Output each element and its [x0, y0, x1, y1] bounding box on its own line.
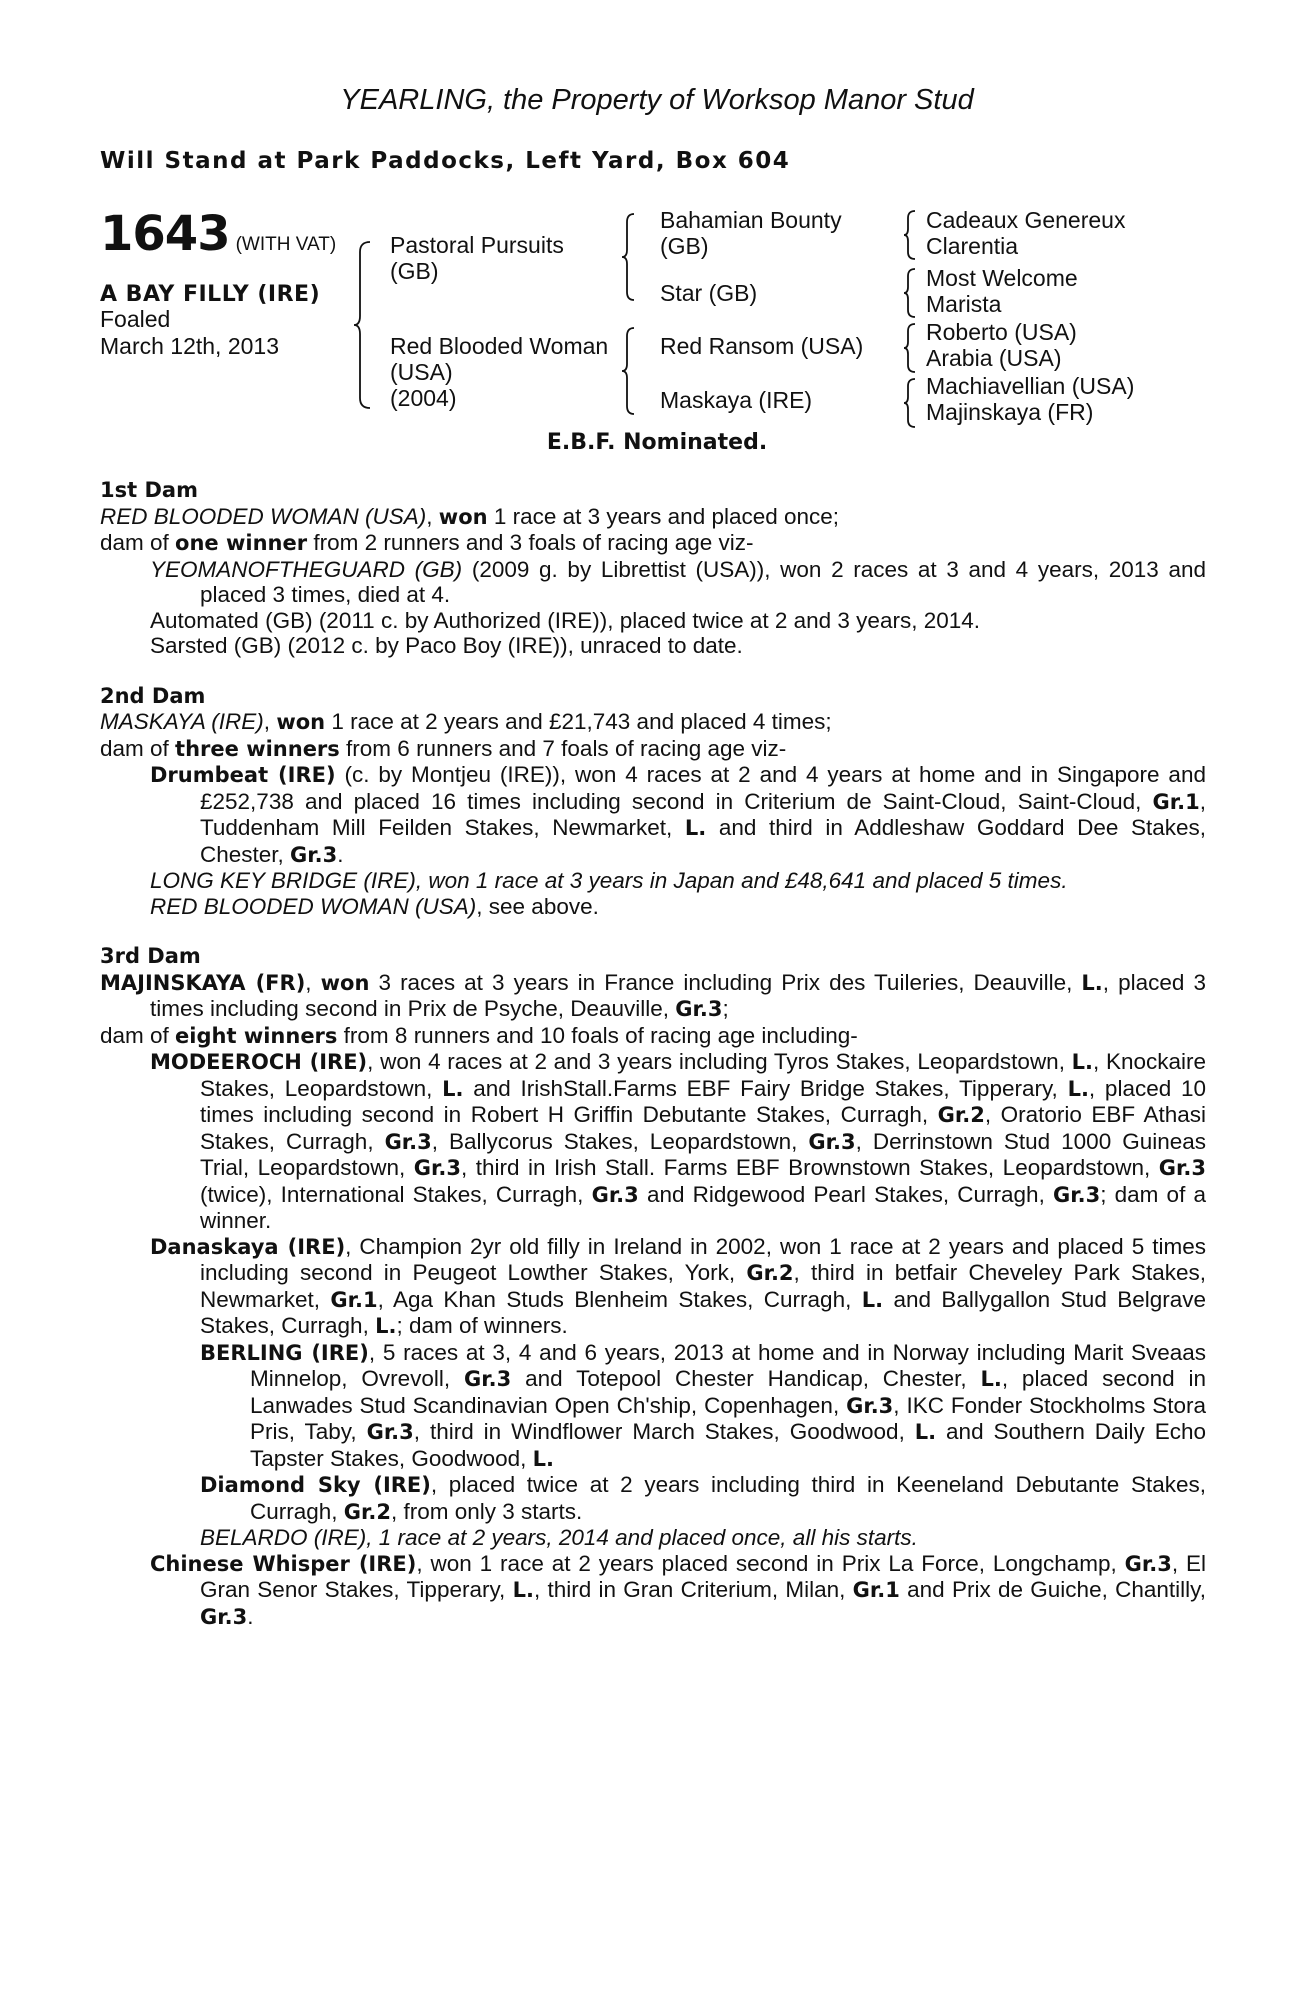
stand-location: Will Stand at Park Paddocks, Left Yard, Box 604: [100, 148, 791, 174]
grade-label: L.: [375, 1314, 397, 1338]
dam-of-label: dam of: [100, 735, 176, 761]
summary-text: ;: [722, 996, 729, 1021]
winner-count: eight winners: [175, 1023, 338, 1048]
lot-description: A BAY FILLY (IRE): [100, 282, 321, 307]
grade-label: L.: [684, 816, 707, 840]
entry-text: , Oratorio EBF Athasi Stakes, Curragh,: [200, 1102, 1206, 1154]
grade-label: Gr.3: [290, 842, 338, 867]
grade-label: Gr.1: [852, 1578, 900, 1602]
produce-entry: Sarsted (GB) (2012 c. by Paco Boy (IRE)), unraced to date.: [150, 633, 743, 658]
pedigree-ds: Red Ransom (USA): [660, 333, 864, 359]
horse-name: YEOMANOFTHEGUARD (GB): [150, 556, 463, 582]
winner-count: one winner: [175, 531, 308, 555]
sire-country: (GB): [390, 258, 439, 284]
entry-text: , placed twice at 2 years including third in Keeneland Debutante Stakes, Curragh,: [250, 1472, 1206, 1524]
foaled-date: March 12th, 2013: [100, 333, 280, 359]
pedigree-ssd: Clarentia: [926, 233, 1019, 259]
produce-entry: [100, 1049, 1206, 1234]
third-dam-name: MAJINSKAYA (FR): [100, 970, 306, 995]
entry-text: (twice), International Stakes, Curragh,: [200, 1181, 592, 1207]
pedigree-dds: Machiavellian (USA): [926, 373, 1135, 399]
entry-text: and Ballygallon Stud Belgrave Stakes, Curragh,: [200, 1286, 1207, 1338]
pedigree-ss: [660, 207, 842, 259]
grade-label: Gr.1: [330, 1287, 378, 1312]
grade-label: Gr.3: [1053, 1182, 1101, 1207]
produce-entry: [100, 1472, 1206, 1525]
entry-text: , third in Windflower March Stakes, Goodwood,: [413, 1419, 915, 1444]
produce-entry: [100, 557, 1206, 608]
horse-name: Chinese Whisper (IRE): [150, 1551, 417, 1576]
pedigree-sds: Most Welcome: [926, 265, 1078, 291]
grade-label: Gr.3: [200, 1604, 248, 1629]
pedigree-dam: [390, 333, 608, 411]
grade-label: L.: [861, 1287, 884, 1312]
pedigree-brace-sire: [620, 212, 638, 302]
dam-of-label: dam of: [100, 530, 176, 555]
produce-entry: [100, 762, 1206, 868]
horse-name: Danaskaya (IRE): [150, 1234, 346, 1259]
pedigree-brace-ds: [902, 322, 918, 374]
grade-label: Gr.3: [366, 1420, 414, 1444]
section-gap: [100, 659, 1206, 684]
produce-entry: [100, 894, 1206, 920]
horse-name: Drumbeat (IRE): [150, 763, 336, 787]
dam-name: Red Blooded Woman: [390, 333, 609, 359]
second-dam-name: MASKAYA (IRE): [100, 709, 264, 734]
grade-label: Gr.3: [1124, 1551, 1172, 1576]
sale-title: YEARLING, the Property of Worksop Manor Stud: [340, 84, 974, 116]
first-dam-heading: 1st Dam: [100, 478, 198, 502]
grade-label: Gr.3: [591, 1182, 639, 1207]
pedigree-brace-dam: [620, 326, 638, 416]
summary-text: , placed 3 times including second in Prix de Psyche, Deauville,: [150, 969, 1206, 1021]
produce-text: from 8 runners and 10 foals of racing age including-: [337, 1022, 858, 1048]
second-dam-produce-line: [100, 736, 1206, 763]
foaled-label: Foaled: [100, 306, 171, 332]
section-gap: [100, 919, 1206, 944]
entry-text: , El Gran Senor Stakes, Tipperary,: [200, 1550, 1206, 1602]
second-dam-heading: 2nd Dam: [100, 683, 206, 708]
grade-label: L.: [1081, 970, 1103, 995]
pedigree-ddd: Majinskaya (FR): [926, 399, 1094, 425]
lot-number: 1643: [100, 206, 230, 262]
entry-text: .: [247, 1603, 254, 1629]
entry-text: , third in Irish Stall. Farms EBF Brownstown Stakes, Leopardstown,: [460, 1155, 1159, 1180]
pedigree-brace-sd: [902, 267, 918, 319]
pedigree-dsd: Arabia (USA): [926, 345, 1062, 371]
produce-entry: [100, 1340, 1206, 1473]
vat-note: (WITH VAT): [235, 234, 337, 255]
entry-text: , won 1 race at 2 years placed second in Prix La Force, Longchamp,: [416, 1550, 1125, 1576]
entry-text: and Totepool Chester Handicap, Chester,: [511, 1366, 981, 1391]
entry-text: and Southern Daily Echo Tapster Stakes, Goodwood,: [250, 1419, 1206, 1471]
entry-text: .: [337, 841, 344, 867]
produce-text: from 6 runners and 7 foals of racing age viz-: [339, 735, 787, 761]
pedigree-brace-ss: [902, 209, 918, 261]
horse-name: RED BLOODED WOMAN (USA): [150, 893, 477, 919]
entry-text: ; dam of a winner.: [200, 1181, 1206, 1233]
grade-label: L.: [1071, 1050, 1094, 1074]
horse-name: BERLING (IRE): [200, 1340, 369, 1365]
grade-label: L.: [1067, 1076, 1089, 1101]
won-label: won: [438, 504, 488, 529]
entry-text: and third in Addleshaw Goddard Dee Stakes, Chester,: [200, 815, 1206, 867]
grade-label: Gr.3: [675, 997, 723, 1021]
catalogue-body: [100, 478, 1206, 1630]
entry-text: and Ridgewood Pearl Stakes, Curragh,: [638, 1181, 1053, 1207]
produce-entry: BELARDO (IRE), 1 race at 2 years, 2014 and placed once, all his starts.: [200, 1525, 918, 1550]
dam-of-label: dam of: [100, 1022, 176, 1048]
grade-label: L.: [532, 1446, 555, 1471]
grade-label: Gr.3: [413, 1156, 461, 1180]
entry-text: and Prix de Guiche, Chantilly,: [899, 1577, 1206, 1602]
first-dam-summary: RED BLOODED WOMAN (USA), won 1 race at 3 years and placed once;: [100, 503, 840, 529]
entry-text: , Aga Khan Studs Blenheim Stakes, Curragh,: [377, 1286, 862, 1312]
entry-text: , placed second in Lanwades Stud Scandinavian Open Ch'ship, Copenhagen,: [250, 1366, 1207, 1418]
entry-text: , from only 3 starts.: [391, 1498, 583, 1524]
entry-text: , see above.: [476, 893, 599, 919]
pedigree-dd: Maskaya (IRE): [660, 387, 813, 413]
produce-entry: Automated (GB) (2011 c. by Authorized (IRE)), placed twice at 2 and 3 years, 2014.: [150, 607, 981, 633]
pedigree-brace-main: [352, 240, 374, 410]
lot-header: [100, 206, 336, 262]
won-label: won: [276, 710, 326, 734]
grade-label: Gr.3: [384, 1129, 432, 1154]
horse-name: Diamond Sky (IRE): [200, 1473, 431, 1497]
entry-text: , Ballycorus Stakes, Leopardstown,: [431, 1128, 809, 1154]
grade-label: L.: [980, 1367, 1002, 1391]
first-dam-name: RED BLOODED WOMAN (USA): [100, 503, 427, 529]
grade-label: Gr.3: [808, 1129, 856, 1154]
entry-text: , Knockaire Stakes, Leopardstown,: [200, 1049, 1207, 1101]
sire-name: Pastoral Pursuits: [390, 232, 564, 258]
first-dam-produce-line: [100, 530, 1206, 557]
third-dam-summary: MAJINSKAYA (FR), won 3 races at 3 years in France including Prix des Tuileries, Deauville, L., placed 3 times including second in Prix de Psyche, Deauville, Gr.3;: [100, 969, 1206, 1021]
entry-text: , third in Gran Criterium, Milan,: [533, 1577, 853, 1602]
entry-text: , Derrinstown Stud 1000 Guineas Trial, Leopardstown,: [200, 1128, 1207, 1180]
grade-label: L.: [512, 1578, 534, 1602]
second-dam-summary: MASKAYA (IRE), won 1 race at 2 years and £21,743 and placed 4 times;: [100, 709, 832, 734]
entry-text: (2009 g. by Librettist (USA)), won 2 races at 3 and 4 years, 2013 and placed 3 times, died at 4.: [200, 556, 1207, 607]
summary-text: 1 race at 2 years and £21,743 and placed 4 times;: [325, 709, 832, 734]
dam-year: (2004): [390, 385, 457, 411]
pedigree-brace-dd: [902, 377, 918, 429]
entry-text: , 5 races at 3, 4 and 6 years, 2013 at home and in Norway including Marit Sveaas Minnelop, Ovrevoll,: [250, 1339, 1207, 1391]
pedigree-sire: [390, 232, 564, 284]
pedigree-sd: Star (GB): [660, 280, 758, 306]
entry-text: , Champion 2yr old filly in Ireland in 2002, won 1 race at 2 years and placed 5 times including second in Peugeot Lowther Stakes, York,: [200, 1233, 1206, 1285]
entry-text: (c. by Montjeu (IRE)), won 4 races at 2 and 4 years at home and in Singapore and £252,738 and placed 16 times including second in Criterium de Saint-Cloud, Saint-Cloud,: [200, 762, 1206, 814]
entry-text: , won 4 races at 2 and 3 years including Tyros Stakes, Leopardstown,: [367, 1049, 1072, 1074]
pedigree-sss: Cadeaux Genereux: [926, 207, 1126, 233]
entry-text: , third in betfair Cheveley Park Stakes, Newmarket,: [200, 1260, 1206, 1312]
third-dam-heading: 3rd Dam: [100, 944, 201, 968]
entry-text: ; dam of winners.: [396, 1313, 568, 1338]
ebf-nomination: E.B.F. Nominated.: [546, 430, 768, 455]
summary-text: 3 races at 3 years in France including Prix des Tuileries, Deauville,: [369, 969, 1082, 995]
grade-label: Gr.1: [1152, 789, 1200, 814]
entry-text: and IrishStall.Farms EBF Fairy Bridge Stakes, Tipperary,: [463, 1075, 1068, 1101]
grade-label: Gr.3: [464, 1367, 512, 1391]
grade-label: L.: [442, 1076, 464, 1101]
horse-name: MODEEROCH (IRE): [150, 1050, 368, 1074]
grade-label: Gr.3: [1158, 1156, 1206, 1180]
winner-count: three winners: [175, 736, 340, 761]
grade-label: Gr.2: [343, 1499, 391, 1524]
entry-text: , placed 10 times including second in Robert H Griffin Debutante Stakes, Curragh,: [200, 1075, 1207, 1127]
won-label: won: [320, 970, 370, 995]
produce-entry: LONG KEY BRIDGE (IRE), won 1 race at 3 years in Japan and £48,641 and placed 5 times.: [150, 868, 1068, 893]
ss-name: Bahamian Bounty: [660, 207, 842, 233]
grade-label: Gr.2: [746, 1261, 794, 1285]
ss-country: (GB): [660, 233, 709, 259]
foaled-info: [100, 306, 279, 360]
grade-label: L.: [914, 1420, 937, 1444]
third-dam-produce-line: [100, 1023, 1206, 1050]
summary-text: 1 race at 3 years and placed once;: [487, 503, 840, 529]
pedigree-sdd: Marista: [926, 291, 1002, 317]
entry-text: , Tuddenham Mill Feilden Stakes, Newmarket,: [200, 788, 1206, 840]
produce-entry: [100, 1234, 1206, 1340]
produce-entry: [100, 1551, 1206, 1631]
pedigree-dss: Roberto (USA): [926, 319, 1077, 345]
grade-label: Gr.2: [937, 1103, 985, 1127]
entry-text: , IKC Fonder Stockholms Stora Pris, Taby,: [250, 1392, 1207, 1444]
dam-country: (USA): [390, 359, 453, 385]
produce-text: from 2 runners and 3 foals of racing age viz-: [307, 530, 754, 555]
grade-label: Gr.3: [846, 1393, 894, 1418]
